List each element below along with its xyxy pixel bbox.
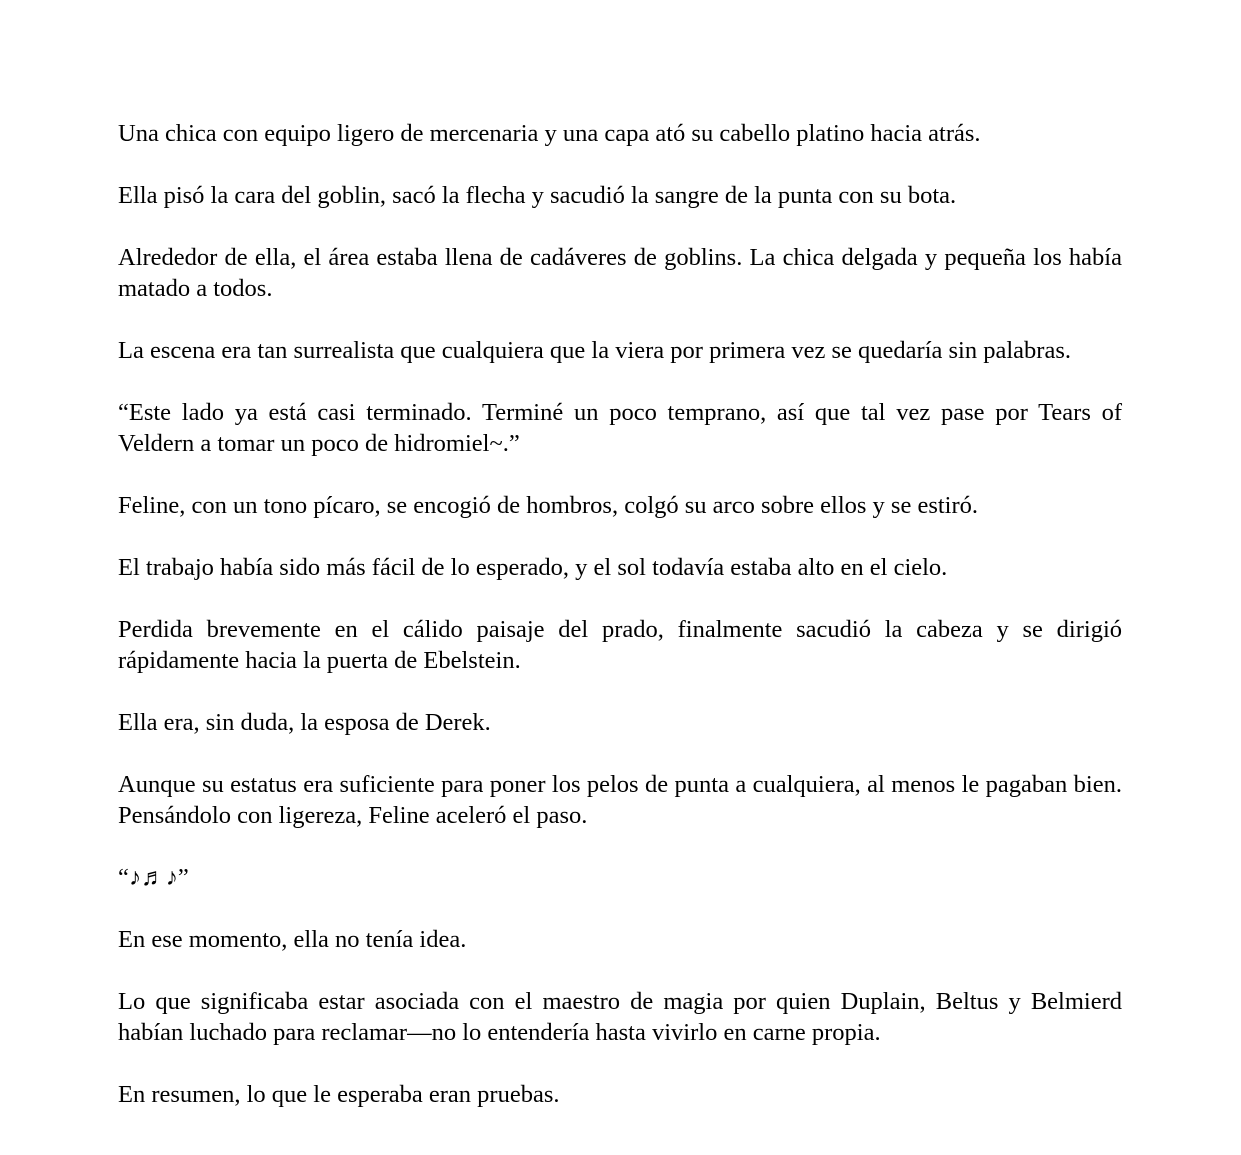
- paragraph-2: Ella pisó la cara del goblin, sacó la flecha y sacudió la sangre de la punta con su bota.: [118, 182, 957, 209]
- paragraph-1: Una chica con equipo ligero de mercenaria y una capa ató su cabello platino hacia atrás.: [118, 120, 981, 147]
- paragraph-3: Alrededor de ella, el área estaba llena de cadáveres de goblins. La chica delgada y pequeña los había matado a todos.: [118, 244, 1122, 302]
- paragraph-12: En ese momento, ella no tenía idea.: [118, 926, 467, 953]
- paragraph-7: El trabajo había sido más fácil de lo esperado, y el sol todavía estaba alto en el cielo.: [118, 554, 948, 581]
- paragraph-8: Perdida brevemente en el cálido paisaje del prado, finalmente sacudió la cabeza y se dirigió rápidamente hacia la puerta de Ebelstein.: [118, 616, 1122, 674]
- paragraph-6: Feline, con un tono pícaro, se encogió de hombros, colgó su arco sobre ellos y se estiró.: [118, 492, 979, 519]
- paragraph-5: “Este lado ya está casi terminado. Terminé un poco temprano, así que tal vez pase por Tears of Veldern a tomar un poco de hidromiel~.”: [118, 399, 1122, 457]
- paragraph-10: Aunque su estatus era suficiente para poner los pelos de punta a cualquiera, al menos le pagaban bien. Pensándolo con ligereza, Feline aceleró el paso.: [118, 771, 1122, 829]
- paragraph-4: La escena era tan surrealista que cualquiera que la viera por primera vez se quedaría sin palabras.: [118, 337, 1071, 364]
- paragraph-13: Lo que significaba estar asociada con el maestro de magia por quien Duplain, Beltus y Belmierd habían luchado para reclamar—no lo entendería hasta vivirlo en carne propia.: [118, 988, 1122, 1046]
- paragraph-11-music-notes: “♪♬♪”: [118, 864, 189, 891]
- paragraph-14: En resumen, lo que le esperaba eran pruebas.: [118, 1081, 560, 1108]
- paragraph-9: Ella era, sin duda, la esposa de Derek.: [118, 709, 491, 736]
- document-page: [118, 118, 1122, 1110]
